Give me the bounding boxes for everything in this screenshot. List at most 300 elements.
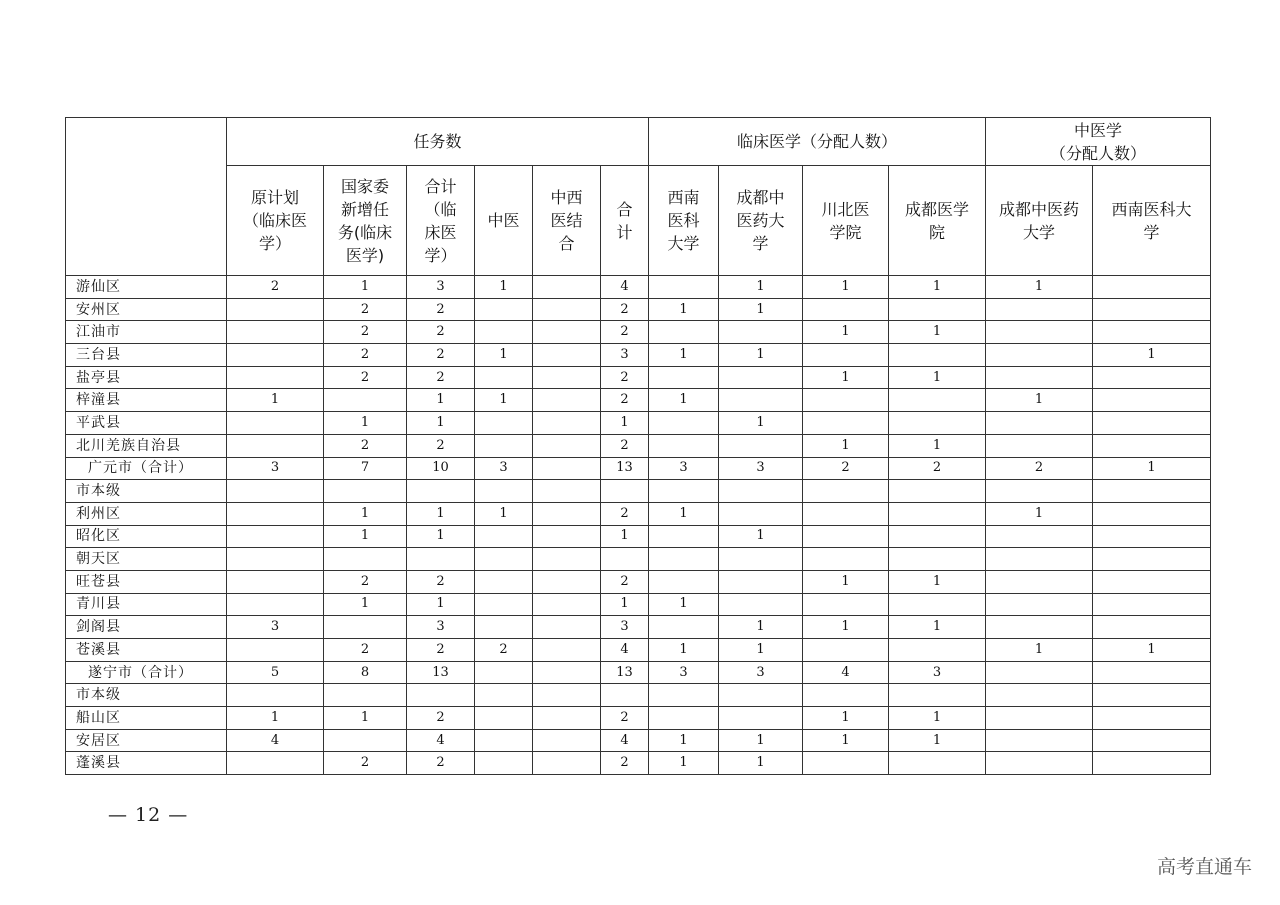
table-cell [649,570,719,593]
table-cell: 1 [649,593,719,616]
table-cell: 1 [324,525,407,548]
table-cell [649,366,719,389]
column-header: 川北医 学院 [803,166,889,276]
table-cell: 1 [1093,344,1211,367]
table-cell [533,434,601,457]
table-cell [649,276,719,299]
region-name: 盐亭县 [66,366,227,389]
column-header: 西南 医科 大学 [649,166,719,276]
table-cell [1093,570,1211,593]
column-header: 成都中 医药大 学 [719,166,803,276]
table-cell: 2 [601,321,649,344]
table-row [66,321,1211,344]
table-cell [719,321,803,344]
table-cell: 13 [407,661,475,684]
table-cell: 2 [601,570,649,593]
region-name: 北川羌族自治县 [66,434,227,457]
table-cell [407,480,475,503]
table-cell [533,344,601,367]
table-cell [1093,616,1211,639]
table-cell [227,502,324,525]
table-cell: 1 [986,639,1093,662]
table-cell [719,707,803,730]
table-cell: 2 [601,389,649,412]
table-cell [475,480,533,503]
table-cell: 2 [407,570,475,593]
table-cell: 1 [986,502,1093,525]
table-cell: 1 [475,502,533,525]
table-cell: 1 [407,502,475,525]
table-cell [1093,729,1211,752]
table-cell [803,752,889,775]
table-row [66,480,1211,503]
table-cell [475,434,533,457]
table-cell: 5 [227,661,324,684]
table-cell [324,389,407,412]
table-cell [986,480,1093,503]
table-cell: 2 [407,321,475,344]
table-cell: 2 [601,366,649,389]
table-cell [649,684,719,707]
table-cell [889,298,986,321]
region-name: 市本级 [66,684,227,707]
table-cell [986,525,1093,548]
table-cell [649,434,719,457]
table-cell [889,344,986,367]
table-cell [407,548,475,571]
table-cell: 1 [803,570,889,593]
table-cell: 4 [601,729,649,752]
column-header: 国家委 新增任 务(临床 医学) [324,166,407,276]
quota-table [65,117,1211,775]
table-cell [324,729,407,752]
table-cell [601,548,649,571]
table-cell: 2 [407,752,475,775]
table-cell: 1 [889,434,986,457]
table-cell [475,570,533,593]
table-cell [1093,661,1211,684]
group-header-tasks: 任务数 [227,118,649,166]
table-cell [986,729,1093,752]
table-cell [533,412,601,435]
table-cell [803,525,889,548]
region-name: 船山区 [66,707,227,730]
table-cell: 3 [407,616,475,639]
column-header: 合计 （临 床医 学） [407,166,475,276]
table-cell [649,480,719,503]
table-cell: 2 [324,434,407,457]
table-cell [601,684,649,707]
region-header-blank [66,118,227,276]
table-cell [324,684,407,707]
table-cell [803,412,889,435]
table-cell [1093,502,1211,525]
table-cell: 1 [227,707,324,730]
table-cell: 7 [324,457,407,480]
region-name: 苍溪县 [66,639,227,662]
table-cell: 1 [407,525,475,548]
table-cell [719,366,803,389]
table-cell [475,684,533,707]
table-cell: 3 [601,616,649,639]
table-cell: 1 [719,639,803,662]
table-cell [1093,752,1211,775]
table-row [66,457,1211,480]
table-row [66,661,1211,684]
table-cell [227,321,324,344]
table-cell [986,661,1093,684]
table-cell: 2 [407,366,475,389]
table-cell: 1 [719,276,803,299]
table-cell: 1 [889,321,986,344]
table-cell: 2 [601,298,649,321]
table-cell [986,434,1093,457]
table-cell [986,548,1093,571]
table-row [66,616,1211,639]
table-cell [324,616,407,639]
table-cell: 3 [649,661,719,684]
table-cell [533,276,601,299]
region-name: 梓潼县 [66,389,227,412]
region-name: 遂宁市（合计） [66,661,227,684]
table-cell: 1 [324,707,407,730]
table-cell: 1 [719,525,803,548]
table-cell [533,707,601,730]
table-cell: 4 [601,276,649,299]
table-cell [803,480,889,503]
table-cell [227,298,324,321]
table-cell [719,684,803,707]
region-name: 昭化区 [66,525,227,548]
table-cell: 1 [601,525,649,548]
table-cell: 3 [719,457,803,480]
table-cell: 2 [324,344,407,367]
table-row [66,366,1211,389]
table-cell [803,548,889,571]
table-cell [986,570,1093,593]
table-cell [601,480,649,503]
table-cell: 1 [649,639,719,662]
table-cell: 1 [407,412,475,435]
table-cell [227,593,324,616]
table-cell: 1 [803,276,889,299]
table-row [66,502,1211,525]
table-cell [324,548,407,571]
table-cell [719,570,803,593]
watermark-text: 高考直通车 [1156,856,1252,878]
table-cell [533,639,601,662]
table-cell [227,480,324,503]
table-row [66,729,1211,752]
region-name: 青川县 [66,593,227,616]
table-cell: 1 [719,752,803,775]
table-cell [649,412,719,435]
table-cell: 2 [407,639,475,662]
table-cell [986,593,1093,616]
table-cell: 4 [227,729,324,752]
region-name: 平武县 [66,412,227,435]
column-header: 中医 [475,166,533,276]
table-cell [533,548,601,571]
table-row [66,593,1211,616]
table-cell [533,684,601,707]
table-cell [719,548,803,571]
table-cell [889,525,986,548]
region-name: 市本级 [66,480,227,503]
table-cell: 1 [649,752,719,775]
table-cell: 3 [649,457,719,480]
table-cell: 1 [324,502,407,525]
table-cell: 1 [649,344,719,367]
table-cell: 3 [601,344,649,367]
table-cell [227,570,324,593]
page-number: — 12 — [108,804,189,826]
table-cell [889,412,986,435]
table-cell: 3 [227,457,324,480]
table-cell [475,661,533,684]
table-cell: 1 [803,707,889,730]
table-cell [227,639,324,662]
region-name: 游仙区 [66,276,227,299]
table-cell [719,593,803,616]
table-cell: 2 [601,502,649,525]
table-cell [1093,276,1211,299]
table-cell [227,684,324,707]
table-cell [986,321,1093,344]
table-cell [533,457,601,480]
table-row [66,570,1211,593]
table-cell [533,570,601,593]
table-cell [986,366,1093,389]
table-cell [1093,366,1211,389]
table-cell [227,412,324,435]
table-cell [1093,298,1211,321]
table-cell: 4 [407,729,475,752]
table-cell: 1 [986,276,1093,299]
table-row [66,684,1211,707]
table-cell [889,480,986,503]
table-cell: 2 [889,457,986,480]
table-cell [227,366,324,389]
table-cell: 13 [601,457,649,480]
table-cell [475,412,533,435]
table-cell [533,661,601,684]
table-cell: 1 [719,729,803,752]
table-cell: 1 [475,344,533,367]
table-cell [533,593,601,616]
table-cell: 1 [324,412,407,435]
table-cell [533,616,601,639]
table-cell: 2 [475,639,533,662]
table-row [66,639,1211,662]
table-cell [889,502,986,525]
table-cell [1093,548,1211,571]
region-name: 蓬溪县 [66,752,227,775]
table-row [66,525,1211,548]
table-cell: 2 [407,298,475,321]
table-cell [533,502,601,525]
table-cell [986,344,1093,367]
table-cell [227,525,324,548]
table-cell [475,752,533,775]
table-cell: 1 [889,366,986,389]
table-cell [475,321,533,344]
table-cell: 2 [407,344,475,367]
table-cell [533,480,601,503]
table-cell [475,593,533,616]
table-cell: 1 [649,502,719,525]
table-cell: 2 [803,457,889,480]
table-cell: 2 [324,752,407,775]
table-cell [1093,593,1211,616]
table-cell [986,298,1093,321]
table-cell [649,321,719,344]
table-cell [889,389,986,412]
table-cell: 3 [889,661,986,684]
table-row [66,752,1211,775]
table-row [66,707,1211,730]
table-cell: 1 [889,729,986,752]
table-cell [1093,412,1211,435]
table-cell [889,548,986,571]
table-cell: 2 [407,707,475,730]
region-name: 三台县 [66,344,227,367]
table-cell: 1 [601,593,649,616]
table-cell [649,548,719,571]
table-cell [986,707,1093,730]
table-cell: 2 [324,639,407,662]
table-cell: 1 [803,321,889,344]
table-cell [649,707,719,730]
table-cell: 1 [889,570,986,593]
table-cell: 2 [324,298,407,321]
table-cell: 1 [649,298,719,321]
table-row [66,412,1211,435]
table-cell [407,684,475,707]
table-cell [227,752,324,775]
table-cell [533,366,601,389]
table-cell: 1 [601,412,649,435]
table-cell [533,525,601,548]
table-cell: 2 [601,434,649,457]
table-cell: 3 [227,616,324,639]
table-cell: 3 [475,457,533,480]
table-cell [475,525,533,548]
table-cell: 1 [719,344,803,367]
table-cell [803,389,889,412]
table-cell: 2 [324,570,407,593]
table-cell [986,412,1093,435]
table-cell [986,616,1093,639]
column-header: 中西 医结 合 [533,166,601,276]
table-cell [1093,684,1211,707]
column-header: 原计划 （临床医 学） [227,166,324,276]
table-cell [227,434,324,457]
table-cell [803,298,889,321]
region-name: 朝天区 [66,548,227,571]
table-row [66,548,1211,571]
table-cell [803,502,889,525]
region-name: 广元市（合计） [66,457,227,480]
table-cell [533,298,601,321]
table-cell [1093,480,1211,503]
table-cell: 2 [227,276,324,299]
table-row [66,298,1211,321]
table-cell: 1 [803,729,889,752]
region-name: 利州区 [66,502,227,525]
table-cell [1093,707,1211,730]
table-cell: 1 [475,276,533,299]
table-cell [1093,321,1211,344]
table-cell: 1 [649,729,719,752]
table-cell [803,684,889,707]
table-cell [324,480,407,503]
table-cell: 1 [324,593,407,616]
table-cell: 4 [803,661,889,684]
table-cell: 1 [227,389,324,412]
table-cell: 1 [986,389,1093,412]
table-cell [649,525,719,548]
table-row [66,276,1211,299]
column-header: 西南医科大 学 [1093,166,1211,276]
table-cell: 1 [1093,457,1211,480]
table-cell: 3 [719,661,803,684]
column-header: 合 计 [601,166,649,276]
region-name: 旺苍县 [66,570,227,593]
table-cell [475,548,533,571]
column-header: 成都医学 院 [889,166,986,276]
region-name: 安州区 [66,298,227,321]
table-cell [475,707,533,730]
table-cell: 1 [889,616,986,639]
table-cell: 1 [719,616,803,639]
table-cell: 3 [407,276,475,299]
table-cell: 1 [324,276,407,299]
table-cell: 1 [1093,639,1211,662]
table-cell: 1 [803,616,889,639]
table-cell [533,389,601,412]
table-cell [533,321,601,344]
table-cell [803,639,889,662]
table-cell [889,639,986,662]
table-cell [649,616,719,639]
table-cell: 2 [986,457,1093,480]
table-header [66,118,1211,276]
table-cell [889,752,986,775]
table-row [66,389,1211,412]
table-cell: 1 [889,707,986,730]
region-name: 剑阁县 [66,616,227,639]
table-cell: 2 [601,707,649,730]
table-cell [475,729,533,752]
table-row [66,434,1211,457]
table-cell [986,752,1093,775]
group-header-clinical: 临床医学（分配人数） [649,118,986,166]
table-cell [719,502,803,525]
table-cell [1093,525,1211,548]
table-cell: 1 [803,434,889,457]
table-cell: 8 [324,661,407,684]
region-name: 江油市 [66,321,227,344]
table-cell [475,366,533,389]
table-cell: 2 [407,434,475,457]
table-cell: 2 [324,366,407,389]
table-cell [719,480,803,503]
table-cell: 1 [719,298,803,321]
table-cell: 1 [649,389,719,412]
table-cell [533,729,601,752]
table-cell: 2 [601,752,649,775]
